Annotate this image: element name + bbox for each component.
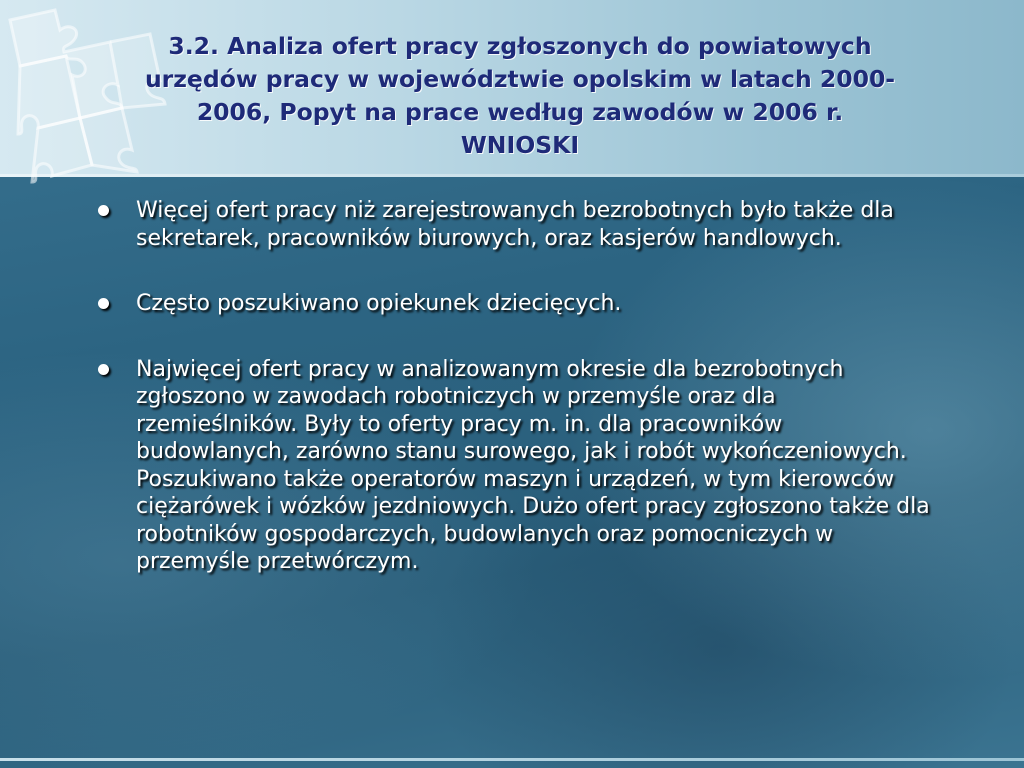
slide-title-line: 2006, Popyt na prace według zawodów w 2006 r. <box>196 98 844 126</box>
footer-divider <box>0 758 1024 761</box>
bullet-dot-icon <box>98 205 109 216</box>
bullet-dot-icon <box>98 298 109 309</box>
slide-title <box>80 30 960 162</box>
slide-title-line: WNIOSKI <box>460 131 580 159</box>
bullet-list <box>92 197 942 614</box>
slide-title-line: 3.2. Analiza ofert pracy zgłoszonych do powiatowych <box>168 32 872 60</box>
bullet-text: Więcej ofert pracy niż zarejestrowanych bezrobotnych było także dla sekretarek, pracowników biurowych, oraz kasjerów handlowych. <box>136 198 894 251</box>
bullet-text: Często poszukiwano opiekunek dziecięcych. <box>136 291 622 316</box>
bullet-item <box>92 356 942 576</box>
bullet-dot-icon <box>98 364 109 375</box>
bullet-item <box>92 197 942 252</box>
slide-title-line: urzędów pracy w województwie opolskim w latach 2000- <box>144 65 896 93</box>
bullet-item <box>92 290 942 318</box>
bullet-text: Najwięcej ofert pracy w analizowanym okresie dla bezrobotnych zgłoszono w zawodach robotniczych w przemyśle oraz dla rzemieślników. Były to oferty pracy m. in. dla pracowników budowlanych, zarówno stanu surowego, jak i robót wykończeniowych. Poszukiwano także operatorów maszyn i urządzeń, w tym kierowców ciężarówek i wózków jezdniowych. Dużo ofert pracy zgłoszono także dla robotników gospodarczych, budowlanych oraz pomocniczych w przemyśle przetwórczym. <box>136 356 930 574</box>
